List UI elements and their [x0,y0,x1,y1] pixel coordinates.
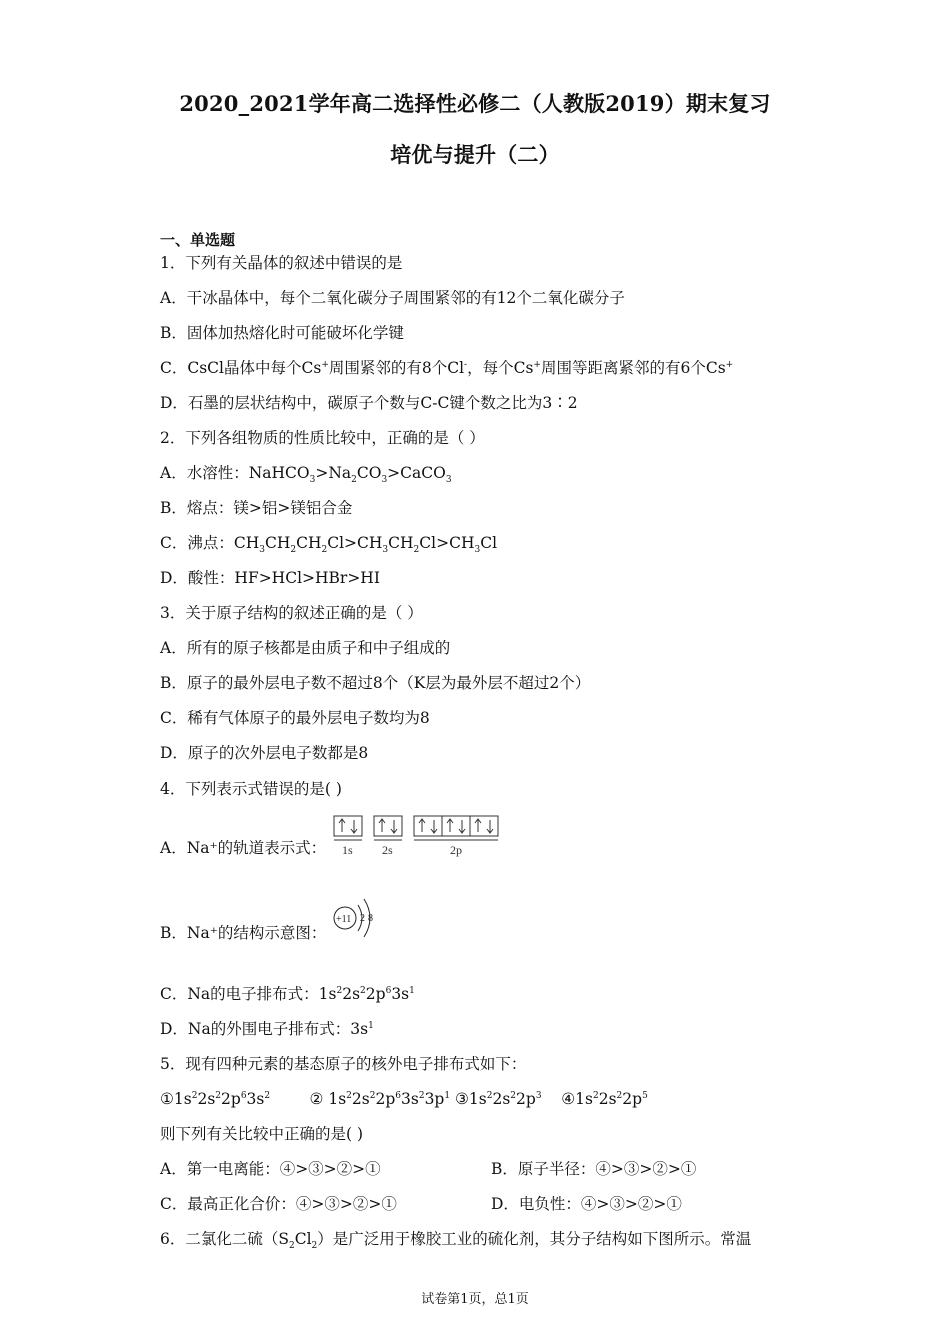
atomic-structure-diagram [330,893,382,949]
orbital-diagram [332,810,507,862]
q5-option-b: B．原子半径：④>③>②>① [491,1160,697,1178]
q1-option-a: A．干冰晶体中，每个二氧化碳分子周围紧邻的有12个二氧化碳分子 [160,289,625,307]
page-footer: 试卷第1页，总1页 [421,1292,529,1307]
q1-stem: 1．下列有关晶体的叙述中错误的是 [160,254,403,272]
q5-option-c: C．最高正化合价：④>③>②>① [160,1195,397,1213]
q2-option-c: C．沸点：$CH_3CH_2CH_2Cl>CH_3CH_2Cl>CH_3Cl$ [160,534,498,556]
q4-option-a: A．Na⁺的轨道表示式： [160,839,327,857]
q5-question: 则下列有关比较中正确的是( ) [160,1125,364,1143]
q2-option-b: B．熔点：镁>铝>镁铝合金 [160,499,353,517]
section-heading: 一、单选题 [160,231,236,249]
q3-option-b: B．原子的最外层电子数不超过8个（K层为最外层不超过2个） [160,674,591,692]
q3-option-d: D．原子的次外层电子数都是8 [160,744,369,762]
exam-title-line2: 培优与提升（二） [390,142,560,167]
q5-configurations: $①1s^22s^22p^63s^2$ ② $1s^22s^22p^63s^23p^1$ $③1s^22s^22p^3$ $④1s^22s^22p^5$ [160,1090,648,1108]
q5-option-d: D．电负性：④>③>②>① [491,1195,682,1213]
q6-stem: 6．二氯化二硫$(S_2Cl_2)$是广泛用于橡胶工业的硫化剂，其分子结构如下图所示。常温 [160,1230,752,1252]
q5-option-a: A．第一电离能：④>③>②>① [160,1160,381,1178]
shell-2-electrons: 8 [368,913,373,924]
q3-option-c: C．稀有气体原子的最外层电子数均为8 [160,709,430,727]
q1-option-b: B．固体加热熔化时可能破坏化学键 [160,324,404,342]
q5-stem: 5．现有四种元素的基态原子的核外电子排布式如下： [160,1055,527,1073]
q2-option-d: D．酸性：HF>HCl>HBr>HI [160,569,380,587]
q4-option-d: D．Na的外围电子排布式：$3s^1$ [160,1020,374,1038]
shell-1-electrons: 2 [360,913,365,924]
q1-option-d: D．石墨的层状结构中，碳原子个数与C-C键个数之比为3∶2 [160,394,578,412]
exam-title-line1: 2020_2021学年高二选择性必修二（人教版2019）期末复习 [179,91,771,116]
q4-stem: 4．下列表示式错误的是( ) [160,780,342,798]
q3-option-a: A．所有的原子核都是由质子和中子组成的 [160,639,451,657]
orbital-label-2p: 2p [450,843,462,857]
q4-option-c: C．Na的电子排布式：$1s^22s^22p^63s^1$ [160,985,415,1003]
nucleus-charge: +11 [336,914,352,925]
q3-stem: 3．关于原子结构的叙述正确的是（ ） [160,604,423,622]
orbital-label-2s: 2s [382,843,393,857]
q4-option-b: B．Na⁺的结构示意图： [160,924,327,942]
orbital-label-1s: 1s [342,843,353,857]
q1-option-c: C．CsCl晶体中每个Cs+周围紧邻的有8个Cl-，每个Cs+周围等距离紧邻的有6个Cs+ [160,359,734,377]
q2-stem: 2．下列各组物质的性质比较中，正确的是（ ） [160,429,485,447]
q2-option-a: A．水溶性：$NaHCO_3>Na_2CO_3>CaCO_3$ [160,464,452,486]
